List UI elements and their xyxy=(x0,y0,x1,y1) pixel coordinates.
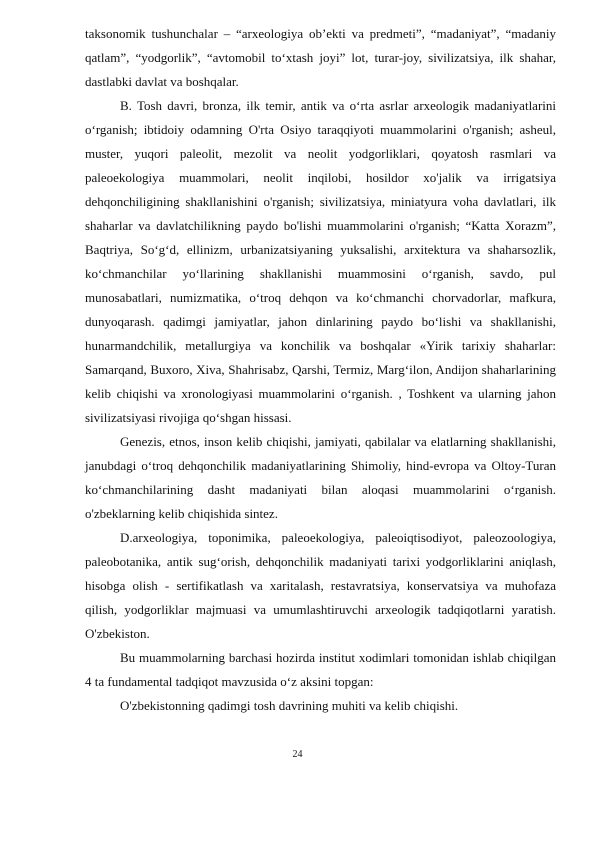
paragraph-genesis: Genezis, etnos, inson kelib chiqishi, jamiyati, qabilalar va elatlarning shakllanishi, janubdagi o‘troq dehqonchilik madaniyatlarining Shimoliy, hind-evropa va Oltoy-Turan ko‘chmanchilarining dasht madaniyati bilan aloqasi muammolarini o‘rganish. o'zbeklarning kelib chiqishida sintez. xyxy=(85,434,556,521)
page-number: 24 xyxy=(292,749,303,760)
paragraph-research-topics: Bu muammolarning barchasi hozirda institut xodimlari tomonidan ishlab chiqilgan 4 ta fundamental tadqiqot mavzusida o‘z aksini topgan: xyxy=(85,650,556,689)
paragraph-cultures: B. Tosh davri, bronza, ilk temir, antik va o‘rta asrlar arxeologik madaniyatlarini o‘rganish; ibtidoiy odamning O'rta Osiyo taraqqiyoti muammolarini o'rganish; asheul, muster, yuqori paleolit, mezolit va neolit yodgorliklari, qoyatosh rasmlari va paleoekologiya muammolari, neolit inqilobi, hosildor xo'jalik va irrigatsiya dehqonchiligining shakllanishini o'rganish; sivilizatsiya, miniatyura voha davlatlari, ilk shaharlar va davlatchilikning paydo bo'lishi muammolarini o'rganish; “Katta Xorazm”, Baqtriya, So‘g‘d, ellinizm, urbanizatsiyaning yuksalishi, arxitektura va shaharsozlik, ko‘chmanchilar yo‘llarining shakllanishi muammosini o‘rganish, savdo, pul munosabatlari, numizmatika, o‘troq dehqon va ko‘chmanchi chorvadorlar, mafkura, dunyoqarash. qadimgi jamiyatlar, jahon dinlarining paydo bo‘lishi va shakllanishi, hunarmandchilik, metallurgiya va konchilik va boshqalar «Yirik tarixiy shaharlar: Samarqand, Buxoro, Xiva, Shahrisabz, Qarshi, Termiz, Marg‘ilon, Andijon shaharlarining kelib chiqishi va xronologiyasi muammolarini o‘rganish. , Toshkent va ularning jahon sivilizatsiyasi rivojiga qo‘shgan hissasi. xyxy=(85,98,556,425)
document-body xyxy=(85,22,556,718)
paragraph-disciplines: D.arxeologiya, toponimika, paleoekologiya, paleoiqtisodiyot, paleozoologiya, paleobotanika, antik sug‘orish, dehqonchilik madaniyati tarixi yodgorliklarini aniqlash, hisobga olish - sertifikatlash va xaritalash, restavratsiya, konservatsiya va muhofaza qilish, yodgorliklar majmuasi va umumlashtiruvchi arxeologik tadqiqotlarni yaratish. O'zbekiston. xyxy=(85,530,556,641)
paragraph-taxonomy: taksonomik tushunchalar – “arxeologiya ob’ekti va predmeti”, “madaniyat”, “madaniy qatlam”, “yodgorlik”, “avtomobil to‘xtash joyi” lot, turar-joy, sivilizatsiya, ilk shahar, dastlabki davlat va boshqalar. xyxy=(85,26,556,89)
paragraph-stone-age: O'zbekistonning qadimgi tosh davrining muhiti va kelib chiqishi. xyxy=(120,698,459,713)
